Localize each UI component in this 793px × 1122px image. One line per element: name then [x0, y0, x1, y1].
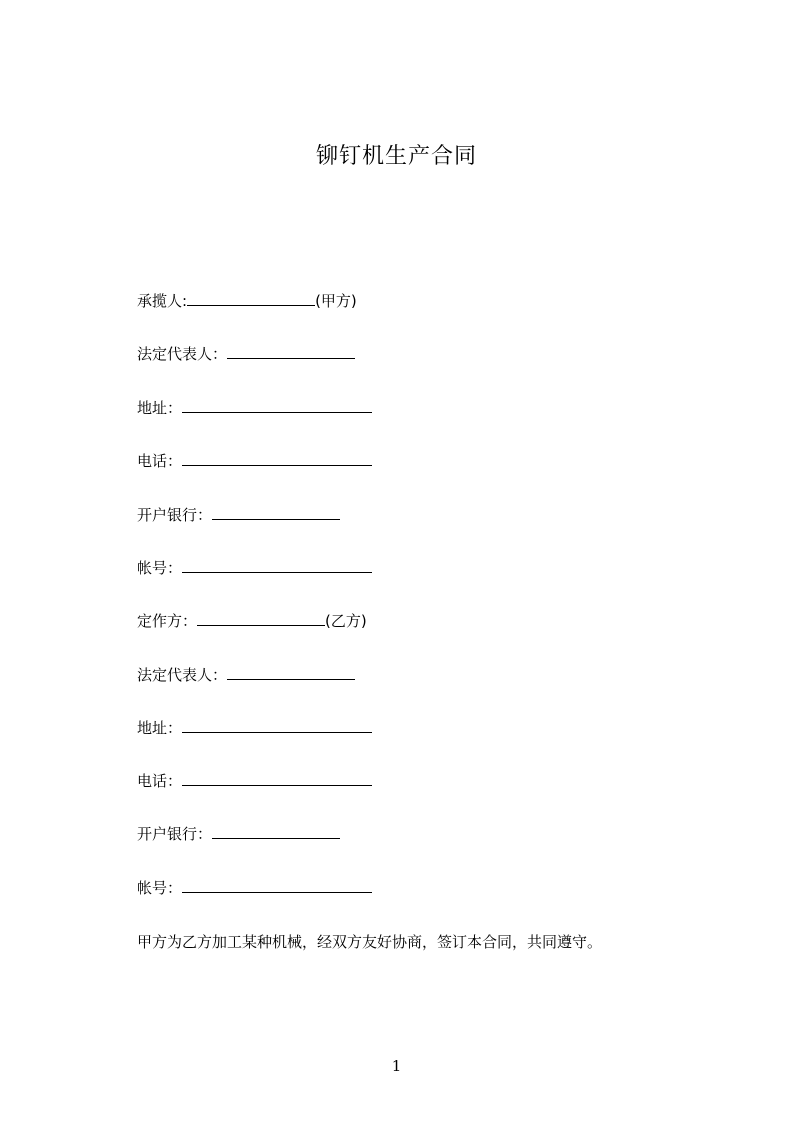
account-label: 帐号： [137, 879, 183, 897]
party-b-legal-rep-line [137, 665, 355, 685]
page-number: 1 [391, 1057, 402, 1075]
contract-intro-paragraph: 甲方为乙方加工某种机械，经双方友好协商，签订本合同，共同遵守。 [137, 933, 603, 951]
party-a-legal-rep-line [137, 344, 355, 364]
orderer-label: 定作方： [137, 612, 198, 630]
contractor-blank [187, 291, 315, 306]
party-b-bank-line [137, 824, 340, 844]
party-a-account-line [137, 558, 372, 578]
address-label: 地址： [137, 719, 183, 737]
party-b-orderer-line [137, 611, 367, 631]
party-b-address-line [137, 718, 372, 738]
address-blank [182, 398, 372, 413]
phone-blank [182, 771, 372, 786]
legal-rep-blank [227, 344, 355, 359]
legal-rep-label: 法定代表人： [137, 666, 228, 684]
bank-label: 开户银行： [137, 825, 213, 843]
address-label: 地址： [137, 399, 183, 417]
party-b-phone-line [137, 771, 372, 791]
bank-label: 开户银行： [137, 506, 213, 524]
party-a-tag: (甲方) [315, 292, 357, 310]
party-a-contractor-line [137, 291, 357, 311]
phone-label: 电话： [137, 772, 183, 790]
orderer-blank [197, 611, 325, 626]
account-blank [182, 558, 372, 573]
bank-blank [212, 505, 340, 520]
party-a-bank-line [137, 505, 340, 525]
address-blank [182, 718, 372, 733]
contract-title: 铆钉机生产合同 [315, 144, 477, 169]
phone-label: 电话： [137, 452, 183, 470]
party-a-phone-line [137, 451, 372, 471]
bank-blank [212, 824, 340, 839]
account-label: 帐号： [137, 559, 183, 577]
legal-rep-label: 法定代表人： [137, 345, 228, 363]
contractor-label: 承揽人: [137, 292, 188, 310]
legal-rep-blank [227, 665, 355, 680]
party-b-tag: (乙方) [325, 612, 367, 630]
party-b-account-line [137, 878, 372, 898]
phone-blank [182, 451, 372, 466]
account-blank [182, 878, 372, 893]
party-a-address-line [137, 398, 372, 418]
